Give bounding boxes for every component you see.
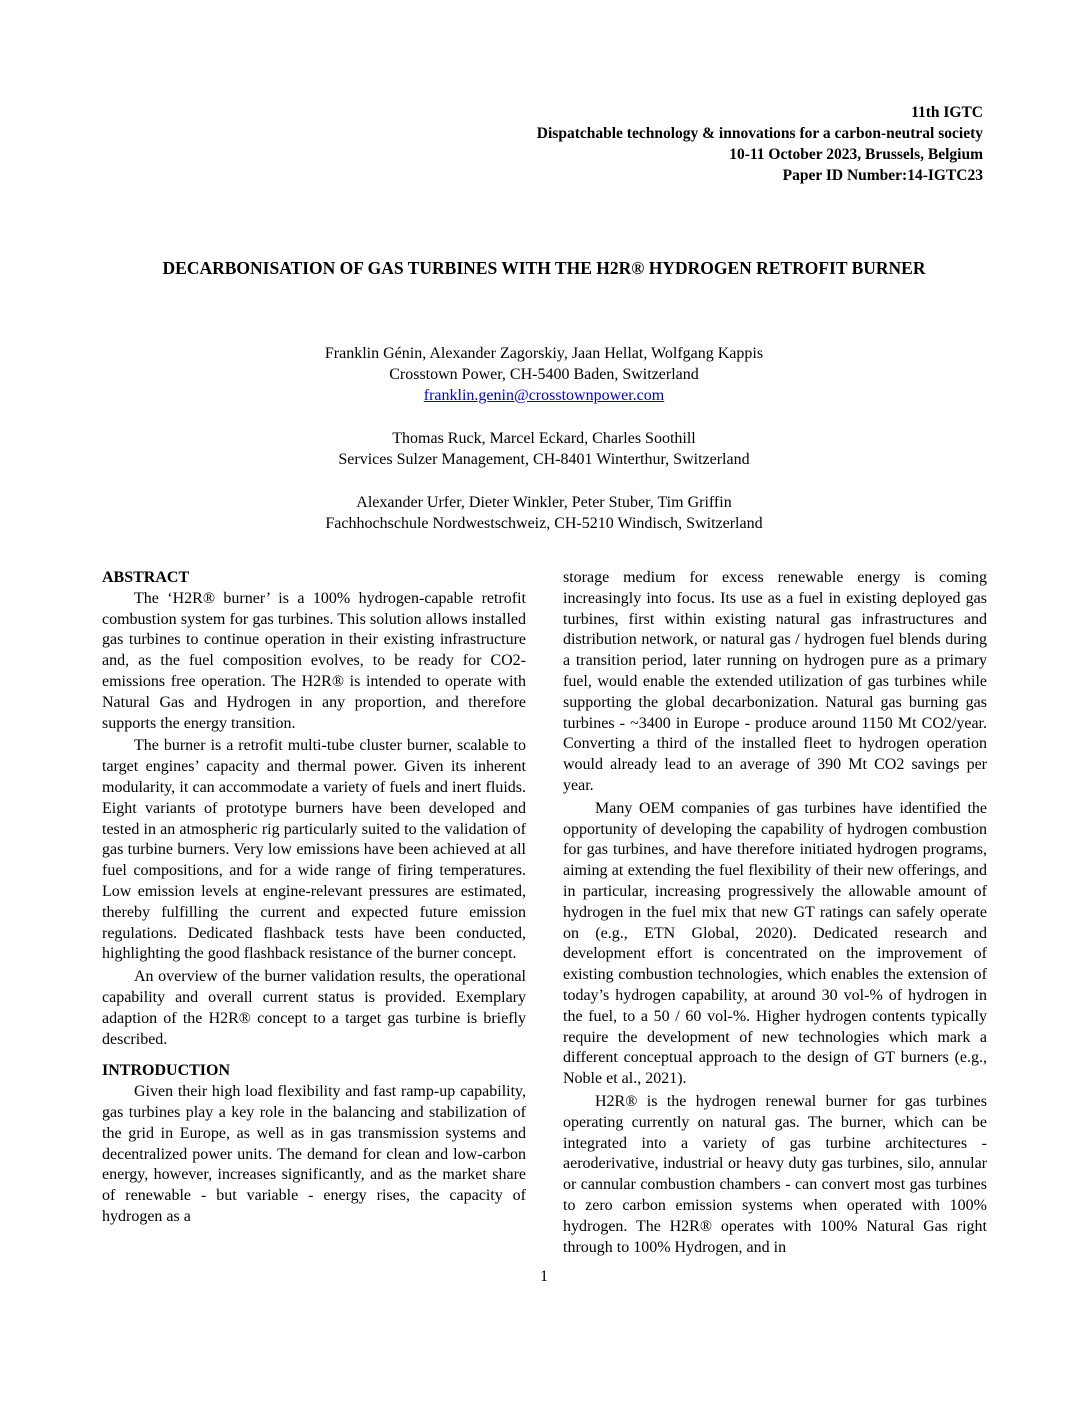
conference-name: 11th IGTC — [911, 104, 983, 121]
introduction-heading: INTRODUCTION — [102, 1062, 231, 1080]
author-group-1 — [100, 343, 988, 406]
left-column — [102, 568, 526, 1230]
author-names: Thomas Ruck, Marcel Eckard, Charles Soothill — [392, 430, 696, 447]
introduction-paragraph-1: Given their high load flexibility and fast ramp-up capability, gas turbines play a key role in the balancing and stabilization of the grid in Europe, as well as in gas transmission systems and decentralized power units. The demand for clean and low-carbon energy, however, increases significantly, and as the market share of renewable - but variable - energy rises, the capacity of hydrogen as a — [102, 1083, 526, 1225]
right-column — [563, 568, 987, 1260]
introduction-paragraph-1-continued: storage medium for excess renewable energy is coming increasingly into focus. Its use as a fuel in existing deployed gas turbines, first within existing natural gas infrastructures and distribution network, or natural gas / hydrogen fuel blends during a transition period, later running on hydrogen pure as a primary fuel, would enable the extended utilization of gas turbines while supporting the global decarbonization. Natural gas burning gas turbines - ~3400 in Europe - produce around 1150 Mt CO2/year. Converting a third of the installed fleet to hydrogen operation would already lead to an average of 390 Mt CO2 savings per year. — [563, 569, 987, 794]
author-affiliation: Services Sulzer Management, CH-8401 Winterthur, Switzerland — [338, 451, 750, 468]
author-block — [100, 343, 988, 556]
introduction-paragraph-2: Many OEM companies of gas turbines have identified the opportunity of developing the capability of hydrogen combustion for gas turbines, and have therefore initiated hydrogen programs, aiming at extending the fuel flexibility of their new offerings, and in particular, increasing progressively the allowable amount of hydrogen in the fuel mix that new GT ratings can safely operate on (e.g., ETN Global, 2020). Dedicated research and development effort is concentrated on the improvement of existing combustion technologies, which enables the extension of today’s hydrogen capability, at around 30 vol-% of hydrogen in the fuel, to a 50 / 60 vol-%. Higher hydrogen contents typically require the development of new technologies which mark a different conceptual approach to the design of GT burners (e.g., Noble et al., 2021). — [563, 799, 987, 1088]
conference-date-location: 10-11 October 2023, Brussels, Belgium — [729, 146, 983, 163]
abstract-paragraph-1: The ‘H2R® burner’ is a 100% hydrogen-capable retrofit combustion system for gas turbines. This solution allows installed gas turbines to continue operation in their existing infrastructure and, as the fuel composition evolves, to be ready for CO2-emissions free operation. The H2R® is intended to operate with Natural Gas and Hydrogen in any proportion, and therefore supports the energy transition. — [102, 589, 526, 732]
page-number: 1 — [540, 1268, 548, 1285]
introduction-paragraph-3: H2R® is the hydrogen renewal burner for gas turbines operating currently on natural gas. The burner, which can be integrated into a variety of gas turbine architectures - aeroderivative, industrial or heavy duty gas turbines, silo, annular or cannular combustion chambers - can convert most gas turbines to zero carbon emission systems when operated with 100% hydrogen. The H2R® operates with 100% Natural Gas right through to 100% Hydrogen, and in — [563, 1092, 987, 1256]
author-group-3 — [100, 492, 988, 534]
author-names: Franklin Génin, Alexander Zagorskiy, Jaan Hellat, Wolfgang Kappis — [324, 345, 764, 362]
author-affiliation: Fachhochschule Nordwestschweiz, CH-5210 Windisch, Switzerland — [325, 515, 763, 532]
conference-header — [537, 102, 983, 186]
author-names: Alexander Urfer, Dieter Winkler, Peter Stuber, Tim Griffin — [356, 494, 732, 511]
author-affiliation: Crosstown Power, CH-5400 Baden, Switzerland — [389, 366, 699, 383]
conference-theme: Dispatchable technology & innovations for a carbon-neutral society — [536, 125, 983, 142]
abstract-heading: ABSTRACT — [102, 569, 190, 586]
paper-title: DECARBONISATION OF GAS TURBINES WITH THE H2R® HYDROGEN RETROFIT BURNER — [162, 258, 926, 278]
abstract-paragraph-2: The burner is a retrofit multi-tube cluster burner, scalable to target engines’ capacity and thermal power. Given its inherent modularity, it can accommodate a variety of fuels and inert fluids. Eight variants of prototype burners have been developed and tested in an atmospheric rig particularly suited to the validation of gas turbine burners. Very low emissions have been achieved at all fuel compositions, and for a wide range of firing temperatures. Low emission levels at engine-relevant pressures are estimated, thereby fulfilling the current and expected future emission regulations. Dedicated flashback tests have been conducted, highlighting the good flashback resistance of the burner concept. — [102, 737, 526, 963]
paper-id: Paper ID Number:14-IGTC23 — [782, 167, 983, 184]
author-group-2 — [100, 428, 988, 470]
abstract-paragraph-3: An overview of the burner validation results, the operational capability and overall current status is provided. Exemplary adaption of the H2R® concept to a target gas turbine is briefly described. — [102, 968, 526, 1048]
author-email-link[interactable]: franklin.genin@crosstownpower.com — [423, 387, 665, 404]
